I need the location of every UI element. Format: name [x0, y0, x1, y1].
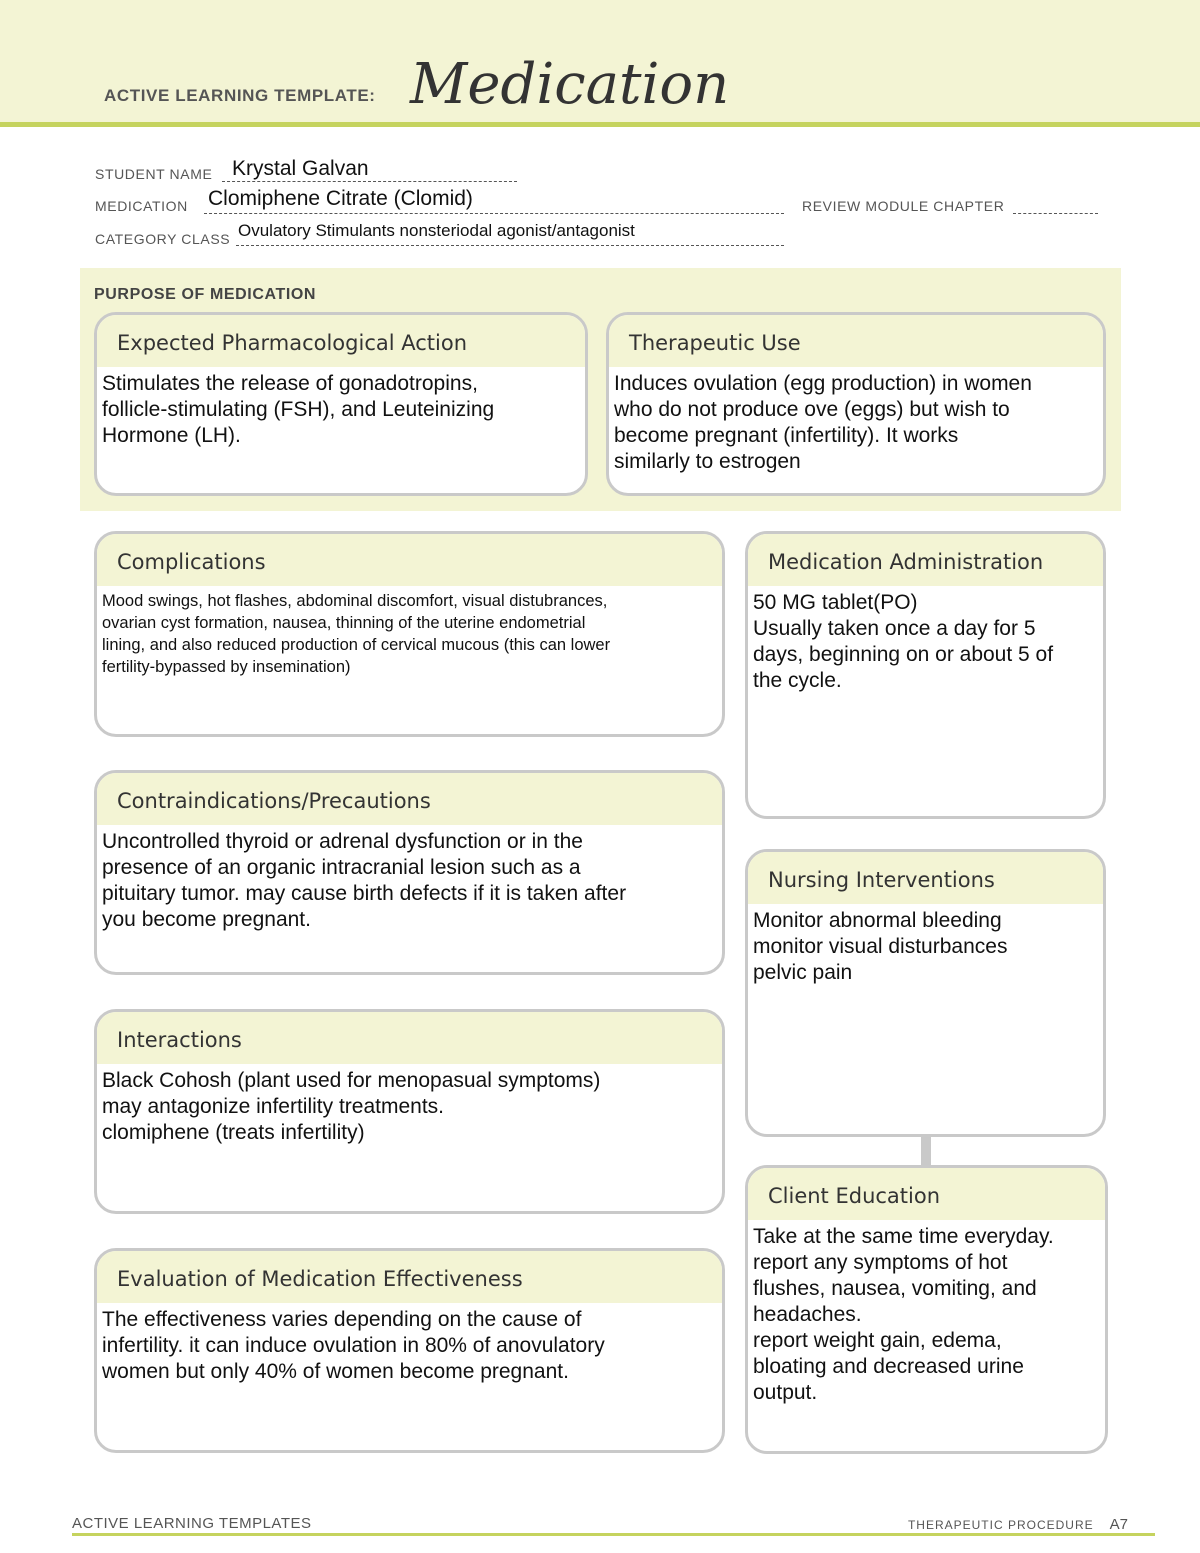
interactions-box — [94, 1009, 725, 1214]
complications-text[interactable]: Mood swings, hot flashes, abdominal discomfort, visual distubrances, ovarian cyst formation, nausea, thinning of the uterine endometrial lining, and also reduced production of cervical mucous (this can lower fertility-bypassed by insemination) — [102, 592, 611, 676]
client-education-box — [745, 1165, 1108, 1454]
contraindications-title: Contraindications/Precautions — [97, 773, 722, 825]
footer-left: ACTIVE LEARNING TEMPLATES — [72, 1515, 312, 1532]
review-module-field[interactable] — [1013, 213, 1098, 214]
interactions-title: Interactions — [97, 1012, 722, 1064]
evaluation-text[interactable]: The effectiveness varies depending on the cause of infertility. it can induce ovulation in 80% of anovulatory women but only 40% of women become pregnant. — [102, 1308, 605, 1383]
footer-rule — [72, 1533, 1155, 1536]
client-education-title: Client Education — [748, 1168, 1105, 1220]
therapeutic-use-text[interactable]: Induces ovulation (egg production) in women who do not produce ove (eggs) but wish to become pregnant (infertility). It works similarly to estrogen — [614, 372, 1032, 473]
review-module-label: REVIEW MODULE CHAPTER — [802, 198, 1005, 214]
medication-administration-box — [745, 531, 1106, 819]
contraindications-box — [94, 770, 725, 975]
medication-administration-text[interactable]: 50 MG tablet(PO) Usually taken once a day for 5 days, beginning on or about 5 of the cycle. — [753, 591, 1054, 692]
category-class-field[interactable]: Ovulatory Stimulants nonsteriodal agonist/antagonist — [238, 221, 635, 240]
evaluation-title: Evaluation of Medication Effectiveness — [97, 1251, 722, 1303]
category-class-label: CATEGORY CLASS — [95, 231, 231, 247]
medication-line — [204, 213, 784, 214]
nursing-interventions-box — [745, 849, 1106, 1137]
footer-procedure: THERAPEUTIC PROCEDURE — [907, 1518, 1094, 1532]
evaluation-box — [94, 1248, 725, 1453]
student-name-field[interactable]: Krystal Galvan — [232, 157, 369, 180]
category-class-line — [236, 245, 784, 246]
expected-action-text[interactable]: Stimulates the release of gonadotropins, follicle-stimulating (FSH), and Leuteinizing Hormone (LH). — [102, 372, 495, 447]
header-rule — [0, 122, 1200, 127]
expected-action-title: Expected Pharmacological Action — [97, 315, 585, 367]
expected-action-box — [94, 312, 588, 496]
template-title: Medication — [410, 52, 730, 117]
therapeutic-use-box — [606, 312, 1106, 496]
complications-box — [94, 531, 725, 737]
nursing-interventions-text[interactable]: Monitor abnormal bleeding monitor visual disturbances pelvic pain — [753, 909, 1008, 984]
medication-label: MEDICATION — [95, 198, 188, 214]
student-name-label: STUDENT NAME — [95, 166, 213, 182]
footer-page-number: A7 — [1109, 1516, 1128, 1533]
template-label: ACTIVE LEARNING TEMPLATE: — [104, 86, 376, 105]
purpose-label: PURPOSE OF MEDICATION — [94, 286, 317, 303]
nursing-interventions-title: Nursing Interventions — [748, 852, 1103, 904]
box-connector — [921, 1136, 931, 1166]
medication-field[interactable]: Clomiphene Citrate (Clomid) — [208, 187, 473, 210]
interactions-text[interactable]: Black Cohosh (plant used for menopasual symptoms) may antagonize infertility treatments. clomiphene (treats infertility) — [102, 1069, 601, 1144]
complications-title: Complications — [97, 534, 722, 586]
contraindications-text[interactable]: Uncontrolled thyroid or adrenal dysfunction or in the presence of an organic intracranial lesion such as a pituitary tumor. may cause birth defects if it is taken after you become pregnant. — [102, 830, 627, 931]
student-name-line — [222, 181, 517, 182]
footer-right — [908, 1516, 1128, 1533]
medication-administration-title: Medication Administration — [748, 534, 1103, 586]
therapeutic-use-title: Therapeutic Use — [609, 315, 1103, 367]
client-education-text[interactable]: Take at the same time everyday. report any symptoms of hot flushes, nausea, vomiting, and headaches. report weight gain, edema, bloating and decreased urine output. — [753, 1225, 1054, 1404]
